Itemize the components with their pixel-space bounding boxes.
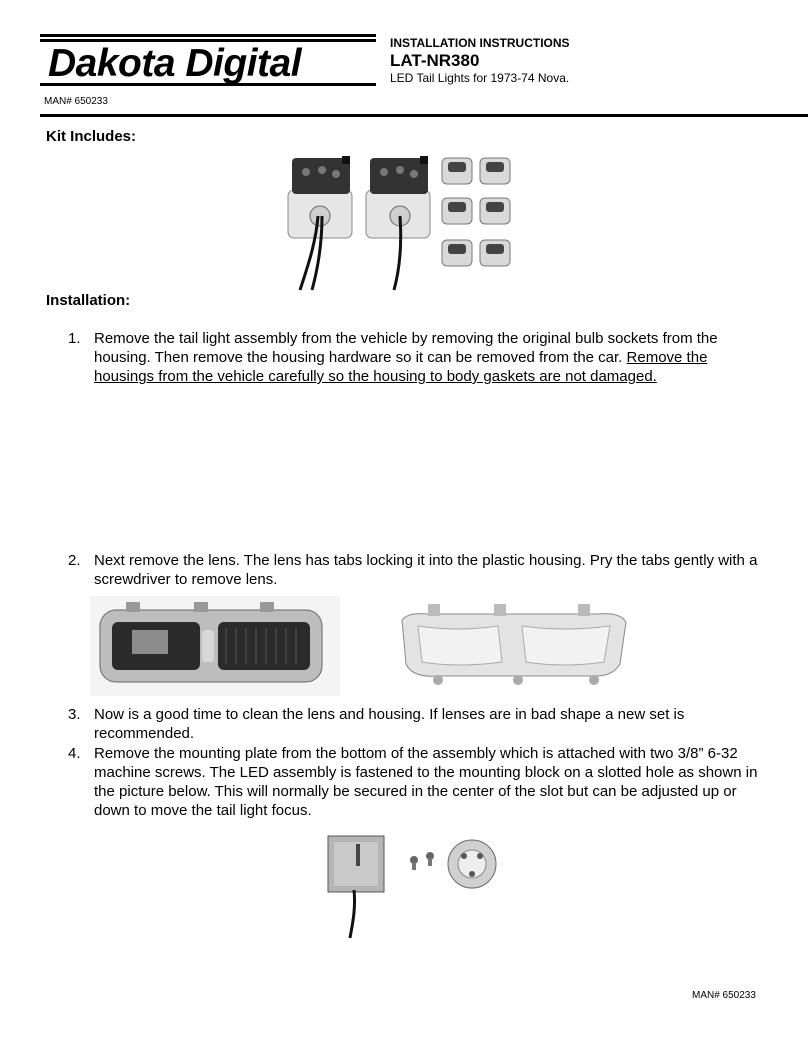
doc-model: LAT-NR380 — [390, 51, 480, 70]
kit-contents-photo — [282, 150, 552, 292]
wire-connectors — [442, 158, 510, 266]
step-4 — [68, 744, 768, 820]
machine-screws — [410, 852, 434, 870]
step-number: 2. — [68, 552, 81, 569]
step-2 — [68, 551, 768, 589]
empty-housing-photo — [398, 602, 630, 690]
doc-subtitle: LED Tail Lights for 1973-74 Nova. — [390, 71, 570, 85]
step-number: 3. — [68, 706, 81, 723]
led-module-left — [288, 156, 352, 290]
step-number: 1. — [68, 330, 81, 347]
step-1 — [68, 329, 768, 386]
installation-heading: Installation: — [46, 292, 131, 309]
step-warning: Remove the housings from the vehicle carefully so the housing to body gaskets are not damaged. — [94, 349, 708, 385]
step-number: 4. — [68, 745, 81, 762]
brand-logo — [40, 34, 380, 88]
step-3 — [68, 705, 768, 743]
step-text: Now is a good time to clean the lens and housing. If lenses are in bad shape a new set is recommended. — [94, 706, 685, 742]
tail-light-with-lens-photo — [90, 596, 340, 696]
step-text: Next remove the lens. The lens has tabs locking it into the plastic housing. Pry the tabs gently with a screwdriver to remove lens. — [94, 552, 758, 588]
logo-wordmark: Dakota Digital — [48, 42, 302, 85]
led-module-right — [366, 156, 430, 290]
footer-manual-number: MAN# 650233 — [692, 990, 756, 1001]
step-text: Remove the tail light assembly from the vehicle by removing the original bulb sockets from the housing. Then remove the housing hardware so it can be removed from the car. — [94, 330, 718, 366]
mounting-plate-photo — [322, 830, 502, 940]
logo-stripe — [40, 34, 376, 37]
manual-number: MAN# 650233 — [44, 96, 108, 107]
header-rule — [40, 114, 808, 117]
kit-includes-heading: Kit Includes: — [46, 128, 137, 145]
step-text: Remove the mounting plate from the bottom of the assembly which is attached with two 3/8” 6-32 machine screws. The LED assembly is fastened to the mounting block on a slotted hole as shown in the picture below. This will normally be secured in the center of the slot but can be adjusted up or down to move the tail light focus. — [94, 745, 758, 819]
mounting-plate — [448, 840, 496, 888]
doc-header — [390, 36, 570, 86]
doc-kicker: INSTALLATION INSTRUCTIONS — [390, 36, 570, 50]
